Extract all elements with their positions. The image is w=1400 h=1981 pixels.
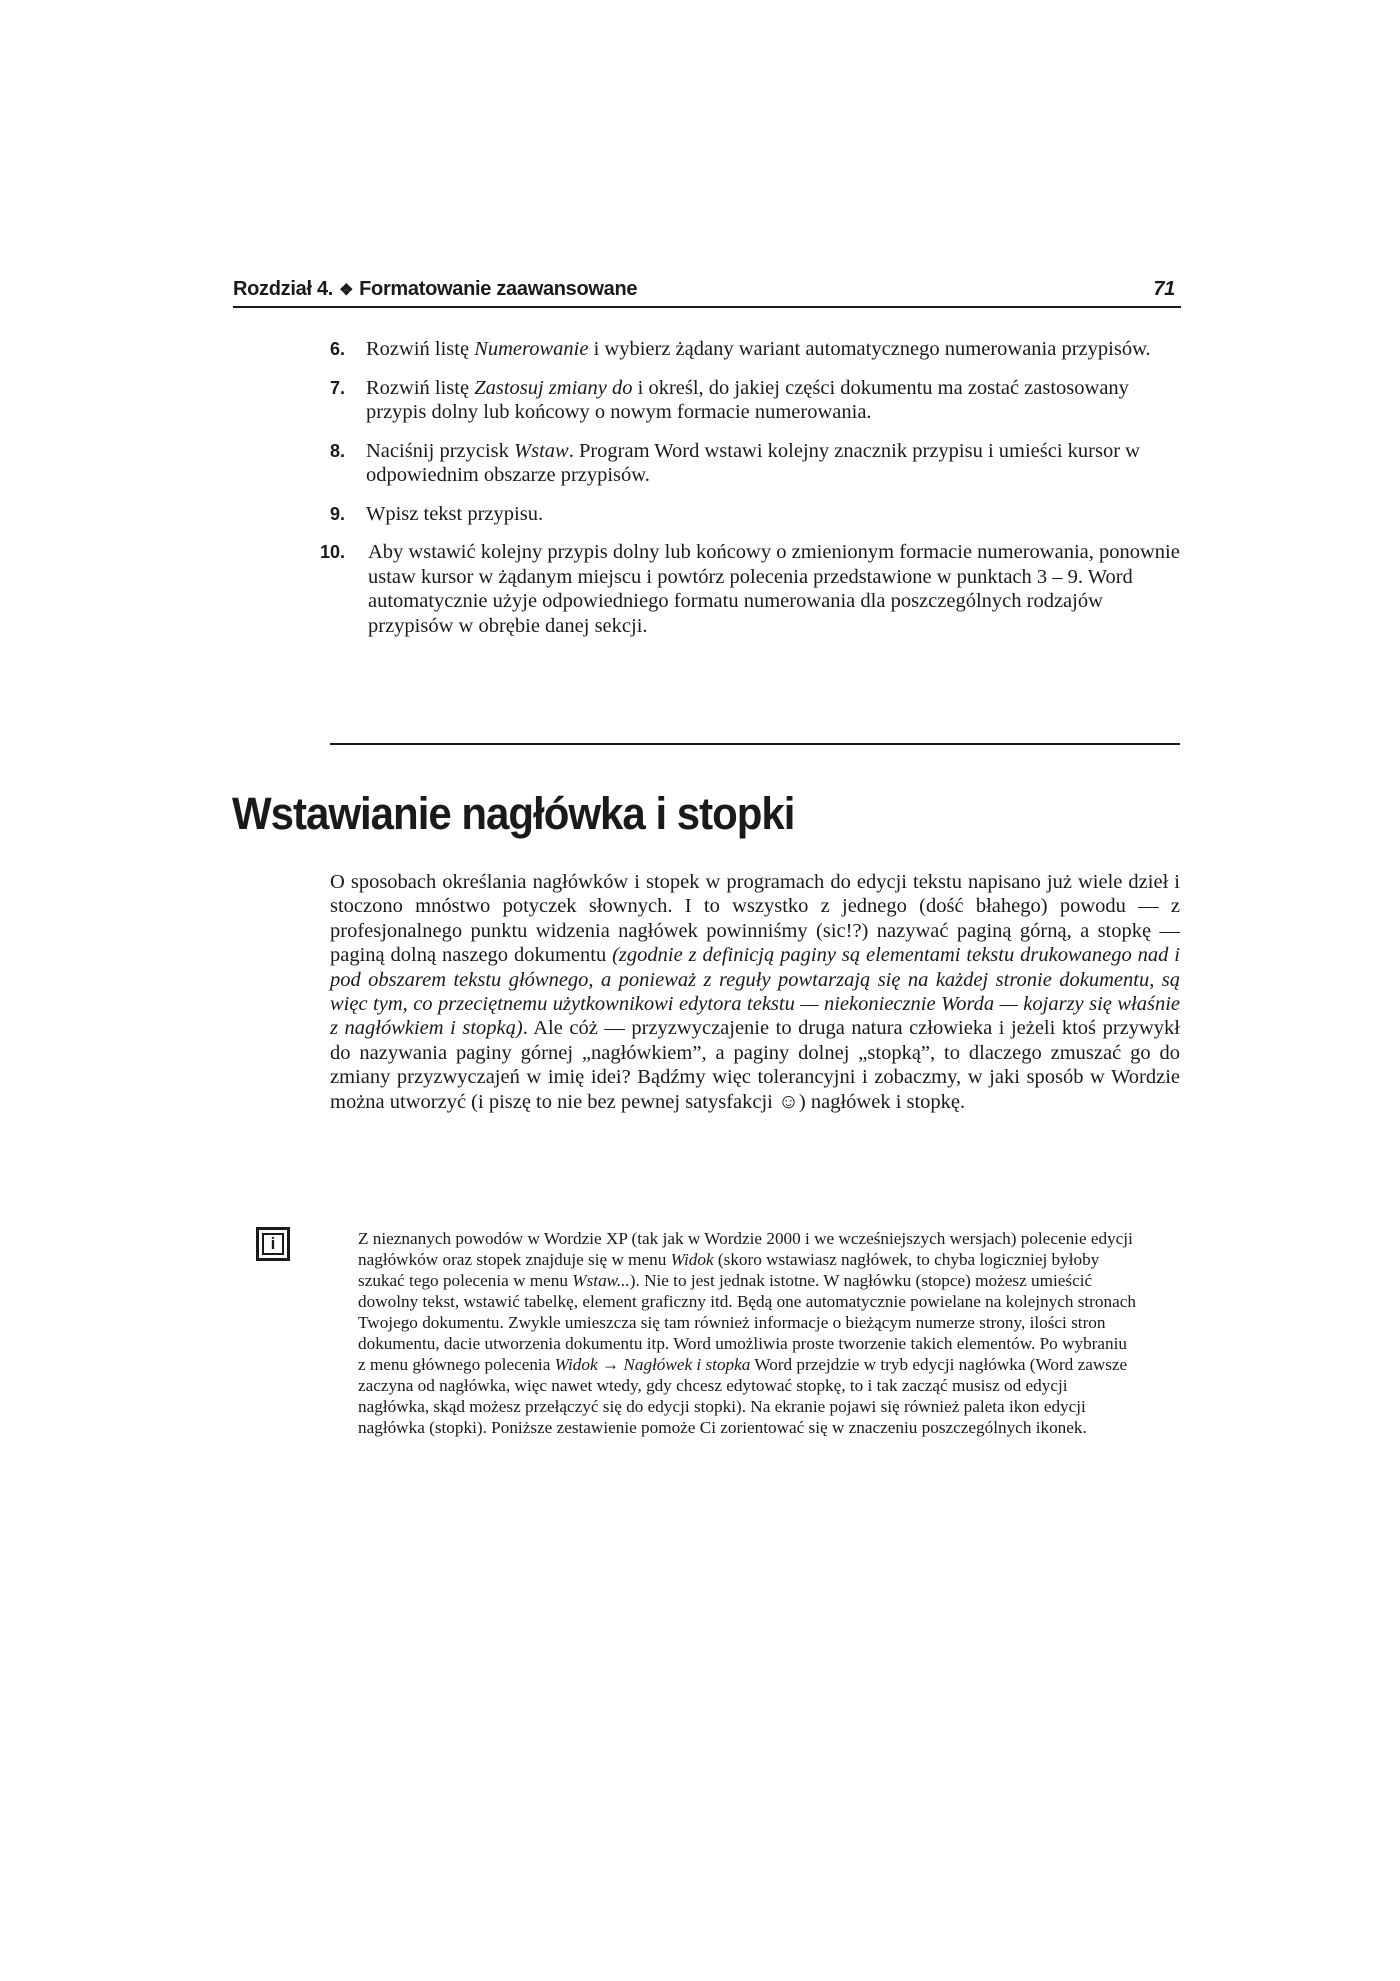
step-item	[330, 376, 1180, 425]
section-title: Wstawianie nagłówka i stopki	[232, 788, 795, 839]
step-item	[330, 439, 1180, 488]
section-divider	[330, 743, 1180, 745]
body-parts-run: O sposobach określania nagłówków i stopek w programach do edycji tekstu napisano już wiele dzieł i stoczono mnóstwo potyczek słownych. I to wszystko z jednego (dość błahego) powodu — z profesjonalnego punktu widzenia nagłówek powinniśmy (sic!?) nazywać paginą górną, a stopkę — paginą dolną naszego dokumentu	[330, 871, 1180, 967]
numbered-steps-list	[320, 337, 1180, 652]
step-text: Zastosuj zmiany do	[474, 376, 633, 399]
step-text: Wpisz tekst przypisu.	[366, 502, 544, 525]
note-parts-run: (skoro wstawiasz nagłówek, to chyba logiczniej byłoby szukać tego polecenia w menu	[358, 1250, 1100, 1290]
body-parts-run: . Ale cóż — przyzwyczajenie to druga natura człowieka i jeżeli ktoś przywykł do nazywania paginy górnej „nagłówkiem”, a paginy dolnej „stopką”, to dlaczego zmuszać go do zmiany przyzwyczajeń w imię idei? Bądźmy więc tolerancyjni i zobaczmy, w jaki sposób w Wordzie można utworzyć (i piszę to nie bez pewnej satysfakcji ☺) nagłówek i stopkę.	[330, 1017, 1180, 1113]
step-text: i określ, do jakiej części dokumentu ma zostać zastosowany przypis dolny lub końcowy o nowym formacie numerowania.	[366, 376, 1129, 423]
info-icon	[256, 1227, 290, 1261]
step-text: Numerowanie	[474, 338, 589, 360]
diamond-separator-icon: ❖	[339, 282, 354, 299]
step-text: Rozwiń listę	[366, 376, 475, 399]
step-text: . Program Word wstawi kolejny znacznik przypisu i umieści kursor w odpowiednim obszarze przypisów.	[366, 439, 1140, 486]
step-text: Aby wstawić kolejny przypis dolny lub końcowy o zmienionym formacie numerowania, ponownie ustaw kursor w żądanym miejscu i powtórz polecenia przedstawione w punktach 3 – 9. Word automatycznie użyje odpowiedniego formatu numerowania dla poszczególnych rodzajów przypisów w obrębie danej sekcji.	[368, 541, 1180, 637]
running-head	[233, 276, 1181, 308]
step-item	[320, 540, 1180, 638]
running-head-chapter: Rozdział 4. ❖ Formatowanie zaawansowane	[233, 278, 638, 300]
note-parts-run: ). Nie to jest jednak istotne. W nagłówku (stopce) możesz umieścić dowolny tekst, wstawić tabelkę, element graficzny itd. Będą one automatycznie powielane na kolejnych stronach Twojego dokumentu. Zwykle umieszcza się tam również informacje o bieżącym numerze strony, ilości stron dokumentu, dacie utworzenia dokumentu itp. Word umożliwia proste tworzenie takich elementów. Po wybraniu z menu głównego polecenia	[358, 1271, 1136, 1374]
page-number: 71	[1153, 278, 1175, 300]
step-item	[330, 502, 1180, 527]
step-text: Wstaw	[514, 439, 569, 462]
note-parts-run: Z nieznanych powodów w Wordzie XP (tak jak w Wordzie 2000 i we wcześniejszych wersjach) polecenie edycji nagłówków oraz stopek znajduje się w menu	[358, 1229, 1133, 1269]
step-text: Rozwiń listę	[366, 338, 475, 360]
step-text: i wybierz żądany wariant automatycznego numerowania przypisów.	[588, 338, 1151, 360]
body-parts-run: (zgodnie z definicją paginy są elementami tekstu drukowanego nad i pod obszarem tekstu głównego, a ponieważ z reguły powtarzają się na każdej stronie dokumentu, są więc tym, co przeciętnemu użytkownikowi edytora tekstu — niekoniecznie Worda — kojarzy się właśnie z nagłówkiem i stopką)	[330, 944, 1181, 1040]
step-number: 7.	[330, 377, 346, 398]
info-note	[358, 1228, 1138, 1438]
running-head-title: Formatowanie zaawansowane	[359, 278, 638, 300]
note-parts-run: Widok → Nagłówek i stopka	[554, 1355, 751, 1374]
info-icon-letter: i	[262, 1233, 284, 1255]
step-number: 10.	[320, 542, 346, 562]
step-number: 6.	[330, 339, 346, 359]
note-parts-run: Word przejdzie w tryb edycji nagłówka (Word zawsze zaczyna od nagłówka, więc nawet wtedy, gdy chcesz edytować stopkę, to i tak zacząć musisz od edycji nagłówka, skąd możesz przełączyć się do edycji stopki). Na ekranie pojawi się również paleta ikon edycji nagłówka (stopki). Poniższe zestawienie pomoże Ci zorientować się w znaczeniu poszczególnych ikonek.	[358, 1355, 1128, 1437]
step-number: 8.	[330, 440, 346, 461]
step-item	[330, 337, 1180, 362]
step-text: Naciśnij przycisk	[366, 439, 515, 462]
note-parts-run: Widok	[670, 1250, 714, 1269]
step-number: 9.	[330, 503, 346, 524]
note-parts-run: Wstaw...	[572, 1271, 630, 1290]
body-paragraph	[330, 870, 1180, 1114]
